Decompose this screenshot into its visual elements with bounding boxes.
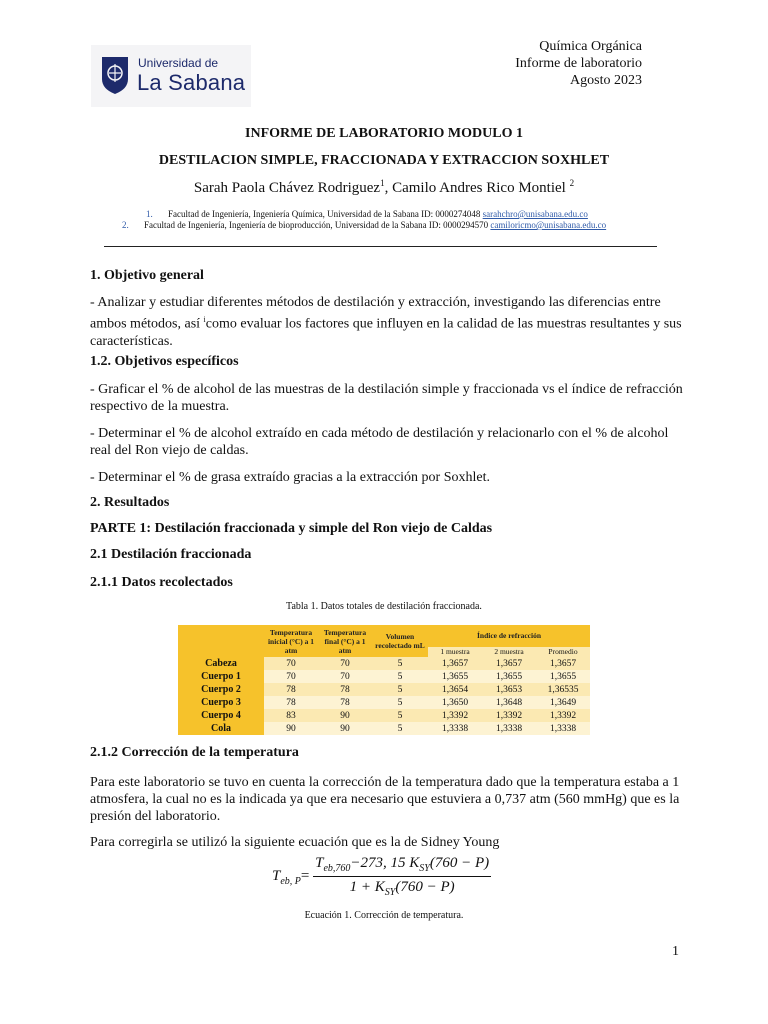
- text-line: respectivo de la muestra.: [90, 399, 230, 414]
- eq-numerator: [313, 855, 491, 877]
- header-temp-final: Temperatura final (°C) a 1 atm: [318, 625, 372, 657]
- text-span: como evaluar los factores que influyen en la calidad de las muestras resultantes y sus: [205, 316, 682, 332]
- heading-parte1: PARTE 1: Destilación fraccionada y simple del Ron viejo de Caldas: [90, 521, 493, 536]
- table-cell: 78: [264, 683, 318, 696]
- text-line: características.: [90, 333, 173, 349]
- affiliation-1: [146, 209, 588, 219]
- row-label: Cuerpo 1: [178, 670, 264, 683]
- header-muestra-2: 2 muestra: [482, 647, 536, 657]
- text-line: - Determinar el % de alcohol extraído en cada método de destilación y relacionarlo con el % de alcohol: [90, 426, 669, 441]
- eq-num-a-sub: eb,760: [323, 863, 351, 874]
- text-line: [90, 311, 690, 333]
- author-sep: ,: [384, 180, 393, 196]
- author-1: Sarah Paola Chávez Rodriguez: [193, 180, 381, 196]
- table-cell: 1,3392: [428, 709, 482, 722]
- table-cell: 1,36535: [536, 683, 590, 696]
- eq-fraction: [313, 855, 491, 898]
- table-cell: 70: [264, 657, 318, 670]
- table-row: [178, 683, 590, 696]
- table-cell: 1,3649: [536, 696, 590, 709]
- header-course: Química Orgánica: [539, 39, 642, 54]
- header-promedio: Promedio: [536, 647, 590, 657]
- text-line: atmosfera, la cual no es la indicada ya que era necesario que estuviera a 0,737 atm (560 mmHg) que es la: [90, 792, 680, 807]
- table-cell: 90: [318, 722, 372, 735]
- eq-lhs: T: [272, 867, 281, 884]
- table-cell: 1,3392: [536, 709, 590, 722]
- table-header-row: [178, 625, 590, 647]
- table-cell: 70: [264, 670, 318, 683]
- paragraph-especifico-2: [90, 425, 690, 459]
- author-2: Camilo Andres Rico Montiel: [392, 180, 570, 196]
- table-caption: Tabla 1. Datos totales de destilación fraccionada.: [286, 601, 482, 612]
- title-line2: DESTILACION SIMPLE, FRACCIONADA Y EXTRACCION SOXHLET: [158, 153, 610, 168]
- table-cell: 1,3655: [536, 670, 590, 683]
- table-cell: 70: [318, 670, 372, 683]
- table-row: [178, 657, 590, 670]
- table-cell: 5: [372, 683, 428, 696]
- text-line: presión del laboratorio.: [90, 809, 221, 824]
- affiliation-text: Facultad de Ingeniería, Ingeniería Química, Universidad de la Sabana ID: 0000274048: [168, 209, 483, 219]
- table-cell: 1,3338: [482, 722, 536, 735]
- row-label: Cabeza: [178, 657, 264, 670]
- table-cell: 78: [318, 696, 372, 709]
- eq-den-b: (760 − P): [395, 879, 455, 895]
- text-line: Para este laboratorio se tuvo en cuenta la corrección de la temperatura dado que la temperatura estaba a 1: [90, 775, 680, 790]
- heading-datos-recolectados: 2.1.1 Datos recolectados: [90, 575, 233, 590]
- shield-icon: [100, 55, 130, 95]
- table-cell: 5: [372, 696, 428, 709]
- eq-den-a: 1 + K: [349, 879, 385, 895]
- university-logo: [91, 45, 251, 107]
- eq-num-b: −273, 15 K: [350, 855, 420, 871]
- table-cell: 78: [264, 696, 318, 709]
- paragraph-ecuacion-intro: Para corregirla se utilizó la siguiente ecuación que es la de Sidney Young: [90, 835, 500, 850]
- table-cell: 1,3650: [428, 696, 482, 709]
- table-cell: 1,3655: [428, 670, 482, 683]
- data-table: [178, 625, 590, 735]
- eq-equals: =: [300, 867, 310, 884]
- table-row: [178, 722, 590, 735]
- row-label: Cuerpo 3: [178, 696, 264, 709]
- table-cell: 1,3655: [482, 670, 536, 683]
- affiliation-num: 1.: [146, 209, 153, 219]
- logo-line1: Universidad de: [138, 56, 219, 70]
- row-label: Cola: [178, 722, 264, 735]
- title-line1: INFORME DE LABORATORIO MODULO 1: [245, 126, 523, 141]
- text-line: - Analizar y estudiar diferentes métodos de destilación y extracción, investigando las diferencias entre: [90, 295, 661, 310]
- header-muestra-1: 1 muestra: [428, 647, 482, 657]
- equation: [272, 855, 491, 898]
- heading-destilacion-fraccionada: 2.1 Destilación fraccionada: [90, 547, 252, 562]
- table-cell: 83: [264, 709, 318, 722]
- eq-num-a: T: [315, 855, 324, 871]
- endnote-marker: i: [203, 315, 206, 324]
- row-label: Cuerpo 4: [178, 709, 264, 722]
- paragraph-objetivo-general: [90, 294, 690, 350]
- table-cell: 90: [318, 709, 372, 722]
- text-span: ambos métodos, así: [90, 316, 204, 332]
- table-row: [178, 709, 590, 722]
- header-blank: [178, 625, 264, 657]
- divider: [104, 246, 657, 247]
- table-cell: 5: [372, 709, 428, 722]
- author-1-sup: 1: [380, 178, 385, 188]
- page-number: 1: [672, 944, 679, 959]
- table-cell: 70: [318, 657, 372, 670]
- header-volumen: Volumen recolectado mL: [372, 625, 428, 657]
- table-cell: 90: [264, 722, 318, 735]
- email-link[interactable]: camiloricmo@unisabana.edu.co: [490, 220, 607, 230]
- eq-den-a-sub: SY: [384, 887, 396, 898]
- table-cell: 5: [372, 657, 428, 670]
- authors: [0, 178, 768, 197]
- table-body: [178, 657, 590, 735]
- table-row: [178, 670, 590, 683]
- table-cell: 5: [372, 722, 428, 735]
- table-cell: 5: [372, 670, 428, 683]
- table-cell: 1,3654: [428, 683, 482, 696]
- text-line: - Graficar el % de alcohol de las muestras de la destilación simple y fraccionada vs el índice de refracción: [90, 382, 683, 397]
- heading-objetivo-general: 1. Objetivo general: [90, 268, 204, 283]
- affiliation-num: 2.: [122, 220, 129, 230]
- heading-correccion-temperatura: 2.1.2 Corrección de la temperatura: [90, 745, 299, 760]
- author-2-sup: 2: [569, 178, 575, 188]
- table-cell: 78: [318, 683, 372, 696]
- header-date: Agosto 2023: [570, 73, 642, 88]
- table-cell: 1,3392: [482, 709, 536, 722]
- heading-resultados: 2. Resultados: [90, 495, 170, 510]
- eq-lhs-sub: eb, P: [280, 875, 301, 887]
- header-doc-type: Informe de laboratorio: [515, 56, 642, 71]
- equation-caption: Ecuación 1. Corrección de temperatura.: [304, 910, 464, 921]
- paragraph-especifico-1: [90, 381, 690, 415]
- text-line: real del Ron viejo de caldas.: [90, 443, 249, 458]
- eq-num-b-sub: SY: [419, 863, 430, 874]
- table-cell: 1,3338: [536, 722, 590, 735]
- table-cell: 1,3657: [482, 657, 536, 670]
- affiliation-text: Facultad de Ingeniería, Ingeniería de bioproducción, Universidad de la Sabana ID: 0000294570: [144, 220, 491, 230]
- table-row: [178, 696, 590, 709]
- header-indice: Índice de refracción: [428, 625, 590, 647]
- table-cell: 1,3657: [536, 657, 590, 670]
- paragraph-especifico-3: - Determinar el % de grasa extraído gracias a la extracción por Soxhlet.: [90, 470, 490, 485]
- table-cell: 1,3338: [428, 722, 482, 735]
- heading-objetivos-especificos: 1.2. Objetivos específicos: [90, 354, 239, 369]
- table-cell: 1,3653: [482, 683, 536, 696]
- email-link[interactable]: sarahchro@unisabana.edu.co: [482, 209, 588, 219]
- logo-line2: La Sabana: [137, 70, 246, 95]
- eq-num-c: (760 − P): [429, 855, 490, 871]
- table-cell: 1,3648: [482, 696, 536, 709]
- affiliation-2: [122, 220, 606, 230]
- table-cell: 1,3657: [428, 657, 482, 670]
- eq-denominator: [313, 877, 491, 898]
- header-temp-inicial: Temperatura inicial (°C) a 1 atm: [264, 625, 318, 657]
- row-label: Cuerpo 2: [178, 683, 264, 696]
- paragraph-correccion: [90, 774, 690, 825]
